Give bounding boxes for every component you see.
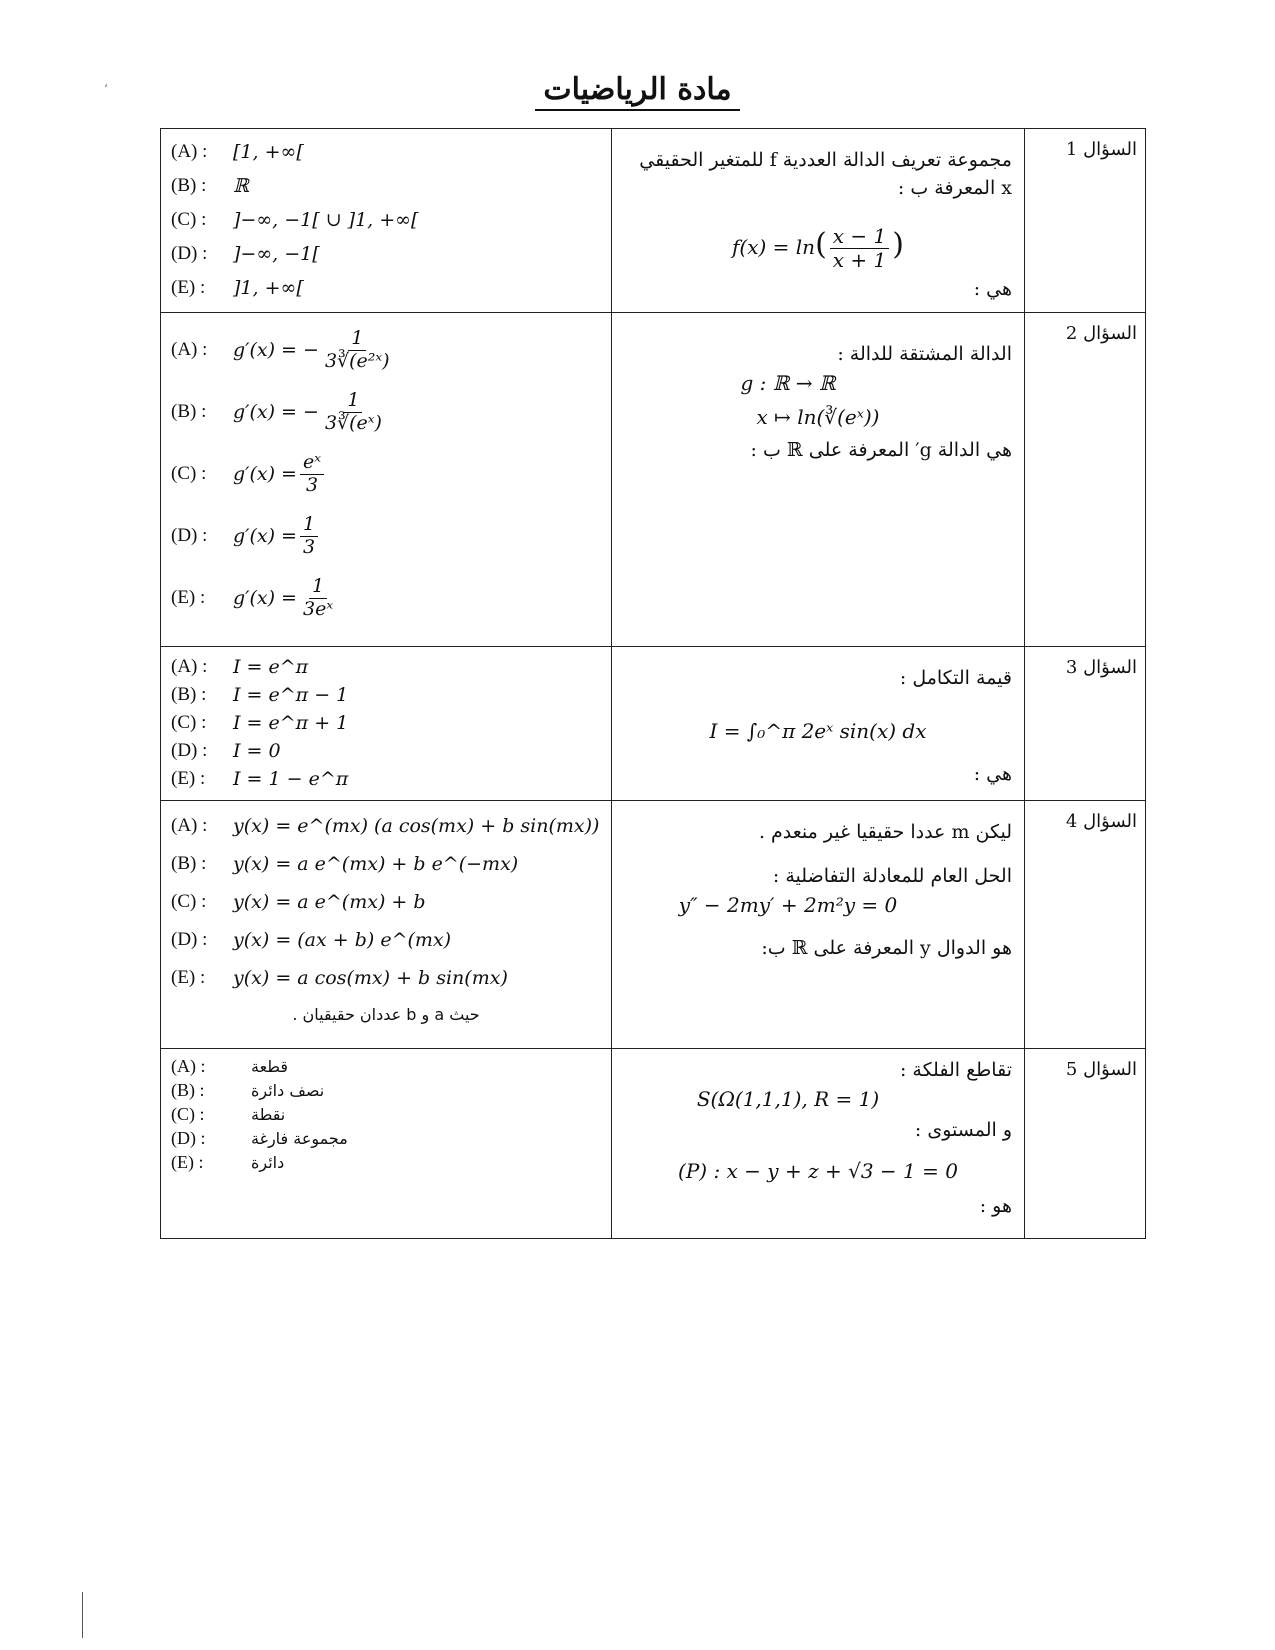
question-row-1	[161, 129, 1146, 313]
question-cell-2	[612, 313, 1025, 647]
question-cell-4	[612, 801, 1025, 1049]
question-text: تقاطع الفلكة :	[899, 1059, 1012, 1081]
option-d: (D) : g′(x) = $\frac{1}{3}$	[171, 505, 601, 567]
question-tail: هو الدوال y المعرفة على ℝ ب:	[761, 937, 1012, 959]
option-b: (B) : نصف دائرة	[171, 1080, 325, 1101]
question-row-2	[161, 313, 1146, 647]
option-d: (D) : مجموعة فارغة	[171, 1128, 348, 1149]
question-row-5	[161, 1049, 1146, 1239]
option-e: (E) : y(x) = a cos(mx) + b sin(mx)	[171, 966, 508, 989]
answers-cell-5	[161, 1049, 612, 1239]
answers-cell-3	[161, 647, 612, 801]
question-text: قيمة التكامل :	[899, 667, 1012, 689]
scan-mark: ‘	[104, 82, 108, 96]
option-c: (C) : g′(x) = $\frac{\text{eˣ}}{3}$	[171, 443, 601, 505]
scan-mark	[82, 1592, 83, 1638]
question-number-5: السؤال 5	[1025, 1049, 1146, 1239]
answers-cell-2	[161, 313, 612, 647]
question-text: الدالة المشتقة للدالة :	[837, 343, 1012, 365]
question-tail: هي :	[973, 278, 1012, 300]
option-a: (A) : g′(x) = − $\frac{1}{\text{3∛(e²ˣ)}}$	[171, 326, 390, 372]
question-text: مجموعة تعريف الدالة العددية f للمتغير الحقيقي	[639, 149, 1012, 171]
option-a: (A) : y(x) = e^(mx) (a cos(mx) + b sin(mx))	[171, 814, 600, 837]
option-c: (C) : ]−∞, −1[ ∪ ]1, +∞[	[171, 208, 419, 231]
question-tail: هو :	[979, 1195, 1012, 1217]
question-text: ليكن m عددا حقيقيا غير منعدم .	[758, 821, 1012, 843]
option-a: (A) : I = e^π	[171, 655, 309, 678]
formula: (P) : x − y + z + √3 − 1 = 0	[678, 1159, 958, 1183]
question-number-1: السؤال 1	[1025, 129, 1146, 313]
option-c: (C) : نقطة	[171, 1104, 286, 1125]
option-b: (B) : y(x) = a e^(mx) + b e^(−mx)	[171, 852, 519, 875]
question-tail: هي :	[973, 763, 1012, 785]
formula: f(x) = ln( $\frac{x - 1}{x + 1}$ )	[732, 224, 904, 272]
question-tail: هي الدالة g′ المعرفة على ℝ ب :	[750, 439, 1012, 461]
option-b: (B) : ℝ	[171, 174, 249, 197]
option-c: (C) : y(x) = a e^(mx) + b	[171, 890, 426, 913]
answer-note: حيث a و b عددان حقيقيان .	[292, 1005, 480, 1024]
answers-cell-4	[161, 801, 612, 1049]
question-number-4: السؤال 4	[1025, 801, 1146, 1049]
option-d: (D) : y(x) = (ax + b) e^(mx)	[171, 928, 452, 951]
page-title: مادة الرياضيات	[0, 72, 1275, 107]
option-a: (A) : قطعة	[171, 1056, 289, 1077]
question-text: و المستوى :	[914, 1119, 1012, 1141]
option-e: (E) : ]1, +∞[	[171, 276, 304, 299]
option-e: (E) : I = 1 − e^π	[171, 767, 349, 790]
question-cell-5	[612, 1049, 1025, 1239]
question-text: x المعرفة ب :	[897, 177, 1012, 199]
answers-cell-1	[161, 129, 612, 313]
option-b: (B) : I = e^π − 1	[171, 683, 349, 706]
formula: g : ℝ → ℝ	[740, 371, 836, 395]
formula: y″ − 2my′ + 2m²y = 0	[678, 893, 898, 917]
question-text: الحل العام للمعادلة التفاضلية :	[772, 865, 1012, 887]
option-b: (B) : g′(x) = − $\frac{1}{\text{3∛(eˣ)}}$	[171, 388, 382, 434]
question-row-3	[161, 647, 1146, 801]
formula: S(Ω(1,1,1), R = 1)	[696, 1087, 880, 1111]
option-e: (E) : دائرة	[171, 1152, 285, 1173]
question-number-2: السؤال 2	[1025, 313, 1146, 647]
exam-table	[160, 128, 1146, 1239]
option-c: (C) : I = e^π + 1	[171, 711, 349, 734]
option-e: (E) : g′(x) = $\frac{1}{\text{3eˣ}}$	[171, 574, 334, 620]
option-a: (A) : [1, +∞[	[171, 140, 304, 163]
option-d: (D) : ]−∞, −1[	[171, 242, 320, 265]
option-d: (D) : I = 0	[171, 739, 281, 762]
question-cell-3	[612, 647, 1025, 801]
formula: I = ∫₀^π 2eˣ sin(x) dx	[709, 719, 927, 743]
question-number-3: السؤال 3	[1025, 647, 1146, 801]
formula: x ↦ ln(∛(eˣ))	[756, 405, 880, 429]
question-cell-1	[612, 129, 1025, 313]
question-row-4	[161, 801, 1146, 1049]
